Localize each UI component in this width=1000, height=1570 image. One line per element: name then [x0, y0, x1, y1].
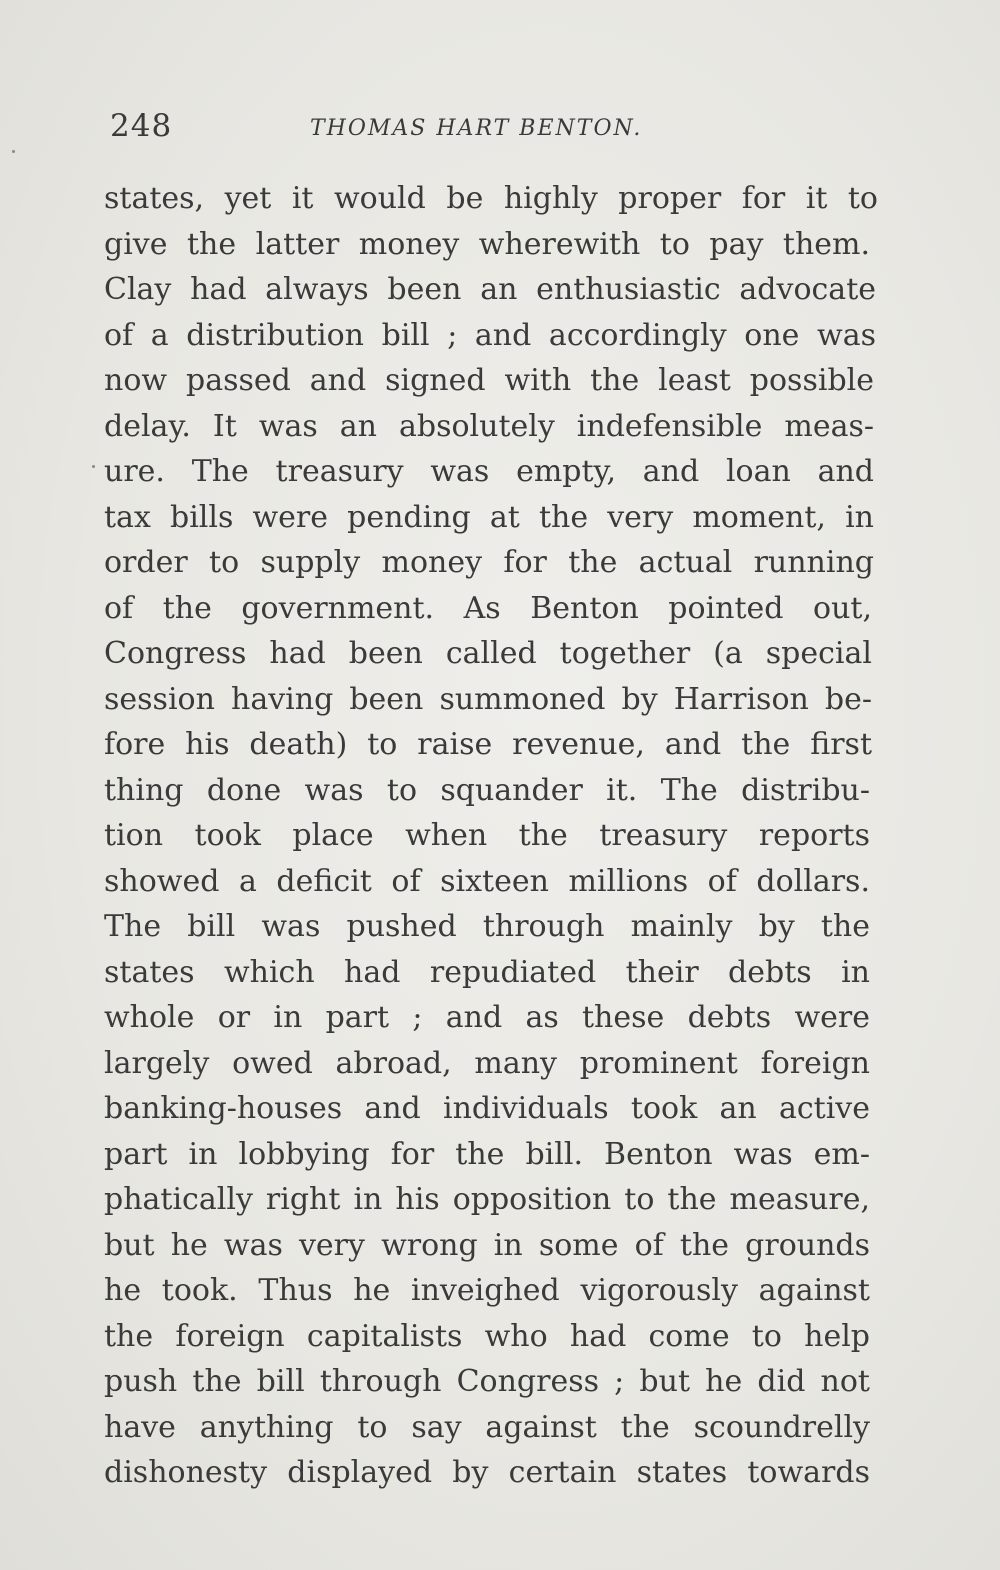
- text-line: ure. The treasury was empty, and loan and: [104, 454, 874, 489]
- text-line: thing done was to squander it. The distribu-: [104, 772, 870, 808]
- paper-speck: [92, 465, 95, 468]
- text-line: banking-houses and individuals took an active: [104, 1091, 870, 1126]
- text-line: push the bill through Congress ; but he did not: [104, 1364, 870, 1399]
- text-line: phatically right in his opposition to the measure,: [104, 1182, 870, 1217]
- text-line: tion took place when the treasury reports: [104, 818, 870, 853]
- page-header: [110, 108, 810, 152]
- text-line: states, yet it would be highly proper for it to: [104, 181, 878, 216]
- text-line: delay. It was an absolutely indefensible meas-: [104, 408, 874, 444]
- text-line: give the latter money wherewith to pay them.: [104, 226, 870, 262]
- text-line: but he was very wrong in some of the grounds: [104, 1227, 870, 1263]
- text-line: fore his death) to raise revenue, and the first: [104, 727, 872, 762]
- text-line: largely owed abroad, many prominent foreign: [104, 1045, 870, 1081]
- text-line: showed a deficit of sixteen millions of dollars.: [104, 863, 870, 899]
- text-line: session having been summoned by Harrison be-: [104, 681, 872, 717]
- text-line: tax bills were pending at the very moment, in: [104, 499, 874, 535]
- text-line: The bill was pushed through mainly by the: [104, 909, 870, 944]
- text-line: states which had repudiated their debts in: [104, 954, 870, 990]
- text-line: order to supply money for the actual running: [104, 545, 874, 580]
- page-number: 248: [110, 108, 173, 144]
- text-line: of the government. As Benton pointed out,: [104, 590, 872, 626]
- text-line: part in lobbying for the bill. Benton was em-: [104, 1136, 870, 1172]
- text-line: have anything to say against the scoundrelly: [104, 1409, 870, 1445]
- text-line: of a distribution bill ; and accordingly one was: [104, 317, 876, 353]
- text-line: the foreign capitalists who had come to help: [104, 1318, 870, 1354]
- text-line: he took. Thus he inveighed vigorously against: [104, 1273, 870, 1308]
- text-line: Congress had been called together (a special: [104, 636, 872, 671]
- text-line: now passed and signed with the least possible: [104, 363, 874, 398]
- body-text: [104, 176, 894, 1496]
- text-line: whole or in part ; and as these debts were: [104, 1000, 870, 1035]
- paper-speck: [12, 150, 15, 153]
- running-head: THOMAS HART BENTON.: [310, 116, 643, 141]
- text-line: Clay had always been an enthusiastic advocate: [104, 272, 876, 307]
- text-line: dishonesty displayed by certain states towards: [104, 1455, 870, 1490]
